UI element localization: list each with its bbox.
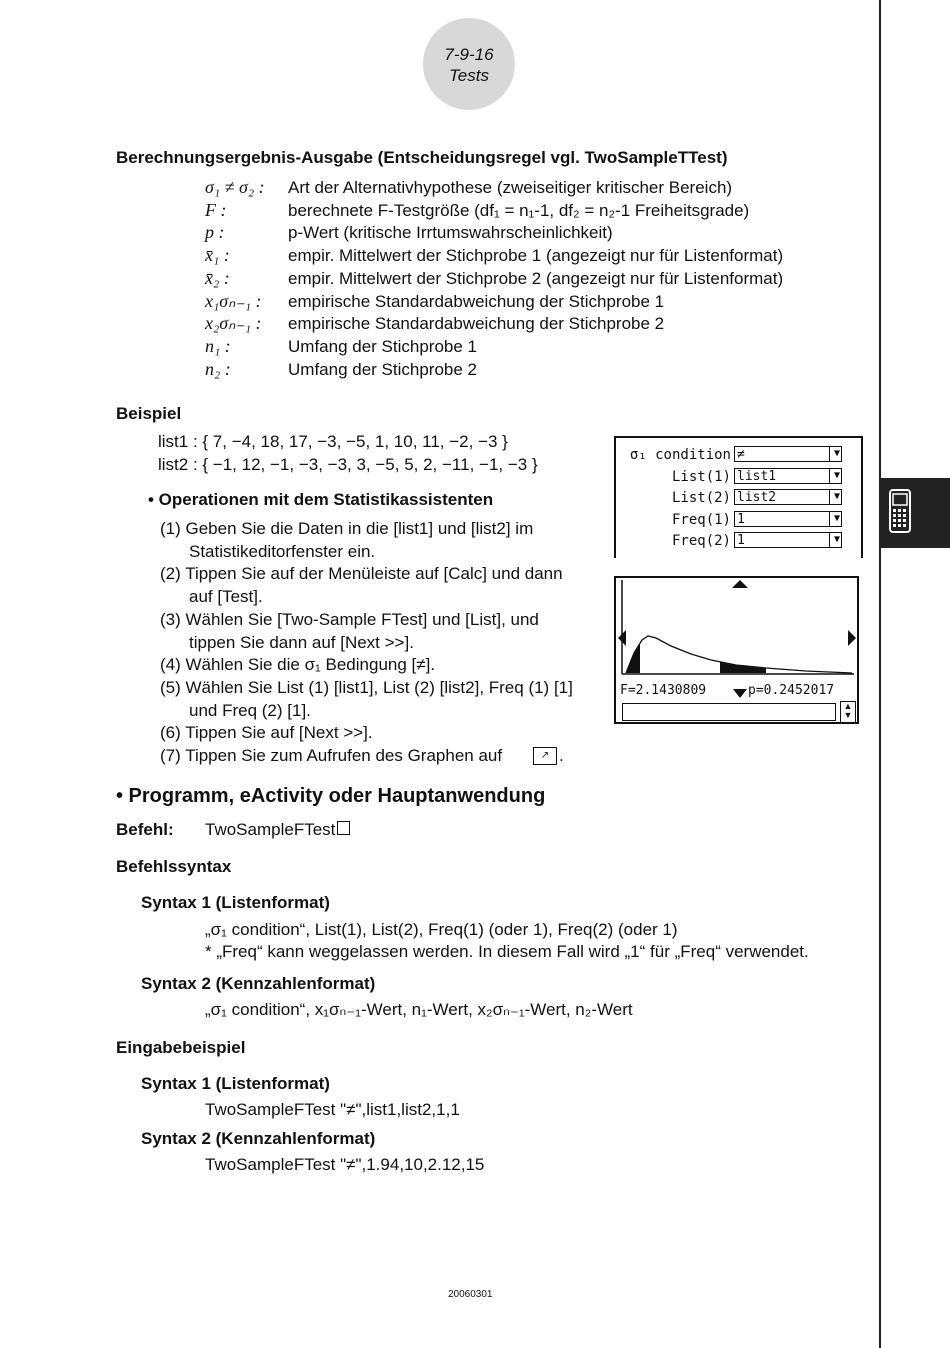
- output-symbol: F :: [205, 199, 227, 220]
- output-description: p-Wert (kritische Irrtumswahrscheinlichkeit): [288, 223, 613, 243]
- step-line: (3) Wählen Sie [Two-Sample FTest] und [List], und: [160, 609, 539, 629]
- input-heading: Eingabebeispiel: [116, 1038, 246, 1057]
- wizard-row: [616, 531, 861, 551]
- scroll-stepper-icon[interactable]: ▲ ▼: [840, 701, 856, 723]
- graph-screen: [614, 576, 859, 724]
- output-symbol: n₂ :: [205, 358, 231, 379]
- step-line: Statistikeditorfenster ein.: [189, 541, 376, 561]
- p-readout: p=0.2452017: [748, 683, 835, 698]
- output-description: empir. Mittelwert der Stichprobe 1 (angezeigt nur für Listenformat): [288, 246, 784, 266]
- ex1-line: TwoSampleFTest "≠",list1,list2,1,1: [205, 1100, 460, 1119]
- syntax1-line: „σ₁ condition“, List(1), List(2), Freq(1) (oder 1), Freq(2) (oder 1): [205, 920, 678, 939]
- wizard-row-label: List(2): [671, 490, 731, 506]
- wizard-row-label: List(1): [671, 468, 731, 485]
- step-line: auf [Test].: [189, 587, 263, 607]
- wizard-dropdown-value: list1: [737, 468, 777, 484]
- output-description: Umfang der Stichprobe 2: [288, 359, 477, 379]
- output-symbol: n₁ :: [205, 335, 231, 356]
- output-description: berechnete F-Testgröße (df₁ = n₁-1, df₂ = n₂-1 Freiheitsgrade): [288, 200, 750, 220]
- wizard-dropdown-value: 1: [737, 511, 745, 527]
- step-line: tippen Sie dann auf [Next >>].: [189, 632, 414, 652]
- output-symbol: x̄₁ :: [205, 245, 230, 266]
- step-line: (1) Geben Sie die Daten in die [list1] und [list2] im: [160, 519, 534, 538]
- chevron-down-icon[interactable]: ▼: [829, 489, 844, 505]
- page-number: 7-9-16: [444, 45, 494, 64]
- output-symbol: x₁σₙ₋₁ :: [205, 290, 262, 311]
- syntax2-line: „σ₁ condition“, x₁σₙ₋₁-Wert, n₁-Wert, x₂σₙ₋₁-Wert, n₂-Wert: [205, 1000, 633, 1019]
- ex2-line: TwoSampleFTest "≠",1.94,10,2.12,15: [205, 1155, 485, 1174]
- space-symbol-icon: [337, 821, 350, 835]
- output-symbol: σ₁ ≠ σ₂ :: [205, 177, 265, 197]
- list1-data: list1 : { 7, −4, 18, 17, −3, −5, 1, 10, 11, −2, −3 }: [158, 432, 508, 451]
- output-symbol: x̄₂ :: [205, 267, 230, 288]
- output-description: empirische Standardabweichung der Stichprobe 2: [288, 314, 665, 334]
- wizard-screen: [614, 436, 863, 558]
- wizard-row: [616, 488, 861, 508]
- output-description: Umfang der Stichprobe 1: [288, 336, 477, 356]
- ex2-heading: Syntax 2 (Kennzahlenformat): [141, 1129, 376, 1148]
- wizard-dropdown-value: list2: [737, 490, 777, 505]
- wizard-dropdown[interactable]: [734, 489, 842, 505]
- ex1-heading: Syntax 1 (Listenformat): [141, 1074, 330, 1093]
- wizard-dropdown-value: 1: [737, 533, 745, 548]
- wizard-row: [616, 467, 861, 487]
- output-symbol: p :: [205, 222, 225, 243]
- wizard-row-label: Freq(1): [671, 511, 731, 528]
- chevron-down-icon[interactable]: ▼: [829, 511, 844, 527]
- section-title: Tests: [448, 66, 489, 85]
- output-description: Art der Alternativhypothese (zweiseitiger kritischer Bereich): [288, 178, 733, 197]
- graph-button-icon: ↗: [533, 747, 557, 765]
- example-heading: Beispiel: [116, 404, 182, 423]
- command-value: [205, 820, 350, 840]
- wizard-dropdown[interactable]: [734, 446, 842, 462]
- chapter-tab: [881, 478, 950, 548]
- scroll-up-icon: [732, 580, 748, 588]
- syntax1-note: * „Freq“ kann weggelassen werden. In diesem Fall wird „1“ für „Freq“ verwendet.: [205, 942, 809, 961]
- output-description: empirische Standardabweichung der Stichprobe 1: [288, 291, 665, 311]
- wizard-dropdown-value: ≠: [737, 447, 745, 462]
- program-heading: • Programm, eActivity oder Hauptanwendung: [116, 785, 546, 807]
- page-margin-rule: [879, 0, 881, 1348]
- chevron-down-icon[interactable]: ▼: [829, 532, 844, 548]
- step-line: (4) Wählen Sie die σ₁ Bedingung [≠].: [160, 655, 436, 675]
- output-description: empir. Mittelwert der Stichprobe 2 (angezeigt nur für Listenformat): [288, 268, 784, 288]
- wizard-dropdown[interactable]: [734, 468, 842, 484]
- step-line: (6) Tippen Sie auf [Next >>].: [160, 723, 373, 743]
- list2-data: list2 : { −1, 12, −1, −3, −3, 3, −5, 5, 2, −11, −1, −3 }: [158, 455, 538, 474]
- wizard-row: [616, 510, 861, 530]
- calculator-icon: [881, 478, 950, 548]
- step-line: .: [559, 746, 564, 765]
- f-readout: F=2.1430809: [620, 683, 707, 698]
- step-line: (2) Tippen Sie auf der Menüleiste auf [Calc] und dann: [160, 564, 563, 584]
- output-symbol: x₂σₙ₋₁ :: [205, 313, 262, 334]
- chevron-down-icon[interactable]: ▼: [829, 468, 844, 484]
- command-name: TwoSampleFTest: [205, 820, 336, 839]
- step-line: und Freq (2) [1].: [189, 700, 311, 720]
- footer-date: 20060301: [448, 1289, 493, 1300]
- step-line: (7) Tippen Sie zum Aufrufen des Graphen auf: [160, 746, 503, 765]
- wizard-row-label: σ₁ condition: [629, 447, 731, 463]
- command-label: Befehl:: [116, 820, 174, 839]
- wizard-row: [616, 445, 861, 465]
- pointer-down-icon: [733, 686, 747, 704]
- syntax-heading: Befehlssyntax: [116, 857, 232, 876]
- syntax2-heading: Syntax 2 (Kennzahlenformat): [141, 974, 376, 993]
- output-heading: Berechnungsergebnis-Ausgabe (Entscheidungsregel vgl. TwoSampleTTest): [116, 148, 728, 167]
- input-line[interactable]: [622, 703, 836, 721]
- step-line: (5) Wählen Sie List (1) [list1], List (2) [list2], Freq (1) [1]: [160, 677, 573, 697]
- syntax1-heading: Syntax 1 (Listenformat): [141, 893, 330, 912]
- wizard-row-label: Freq(2): [671, 533, 731, 549]
- ops-heading: • Operationen mit dem Statistikassistenten: [148, 490, 494, 509]
- page-badge: [423, 18, 515, 110]
- scroll-right-icon: [848, 630, 856, 646]
- wizard-dropdown[interactable]: [734, 511, 842, 527]
- wizard-dropdown[interactable]: [734, 532, 842, 548]
- chevron-down-icon[interactable]: ▼: [829, 446, 844, 462]
